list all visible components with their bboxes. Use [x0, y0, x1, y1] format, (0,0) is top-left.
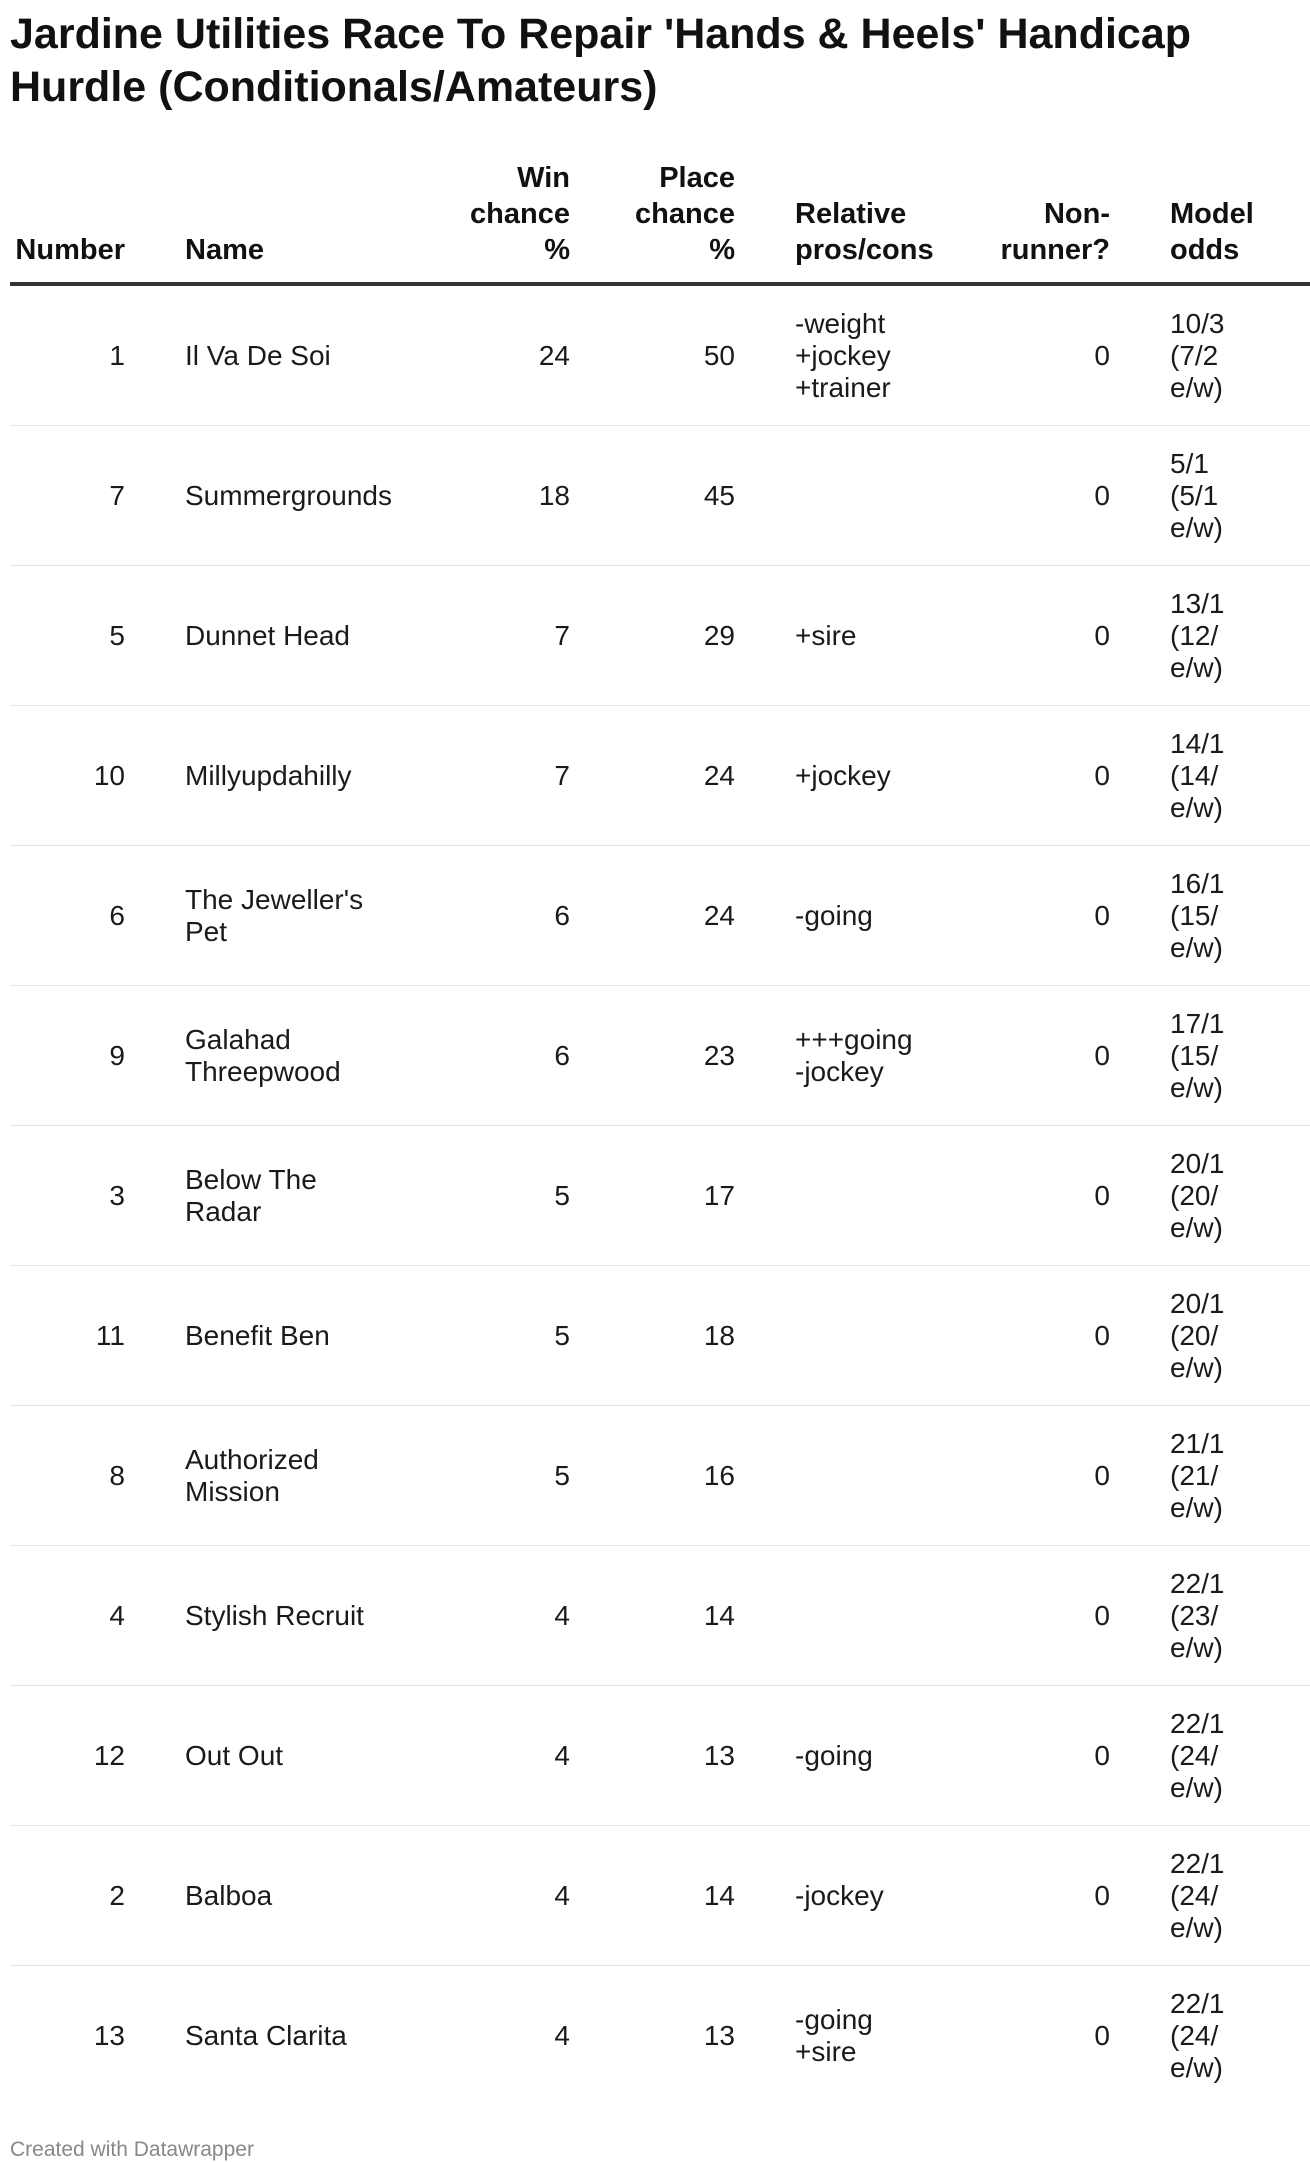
cell-model-odds: 5/1 (5/1 e/w)	[1110, 426, 1310, 566]
cell-number: 2	[10, 1826, 185, 1966]
cell-non-runner: 0	[940, 986, 1110, 1126]
cell-model-odds: 20/1 (20/ e/w)	[1110, 1266, 1310, 1406]
cell-place-chance: 23	[570, 986, 735, 1126]
cell-non-runner: 0	[940, 1126, 1110, 1266]
cell-number: 12	[10, 1686, 185, 1826]
cell-name: Millyupdahilly	[185, 706, 410, 846]
table-row	[10, 1406, 1310, 1546]
cell-non-runner: 0	[940, 1686, 1110, 1826]
cell-name: The Jeweller's Pet	[185, 846, 410, 986]
cell-model-odds: 17/1 (15/ e/w)	[1110, 986, 1310, 1126]
cell-name: Out Out	[185, 1686, 410, 1826]
cell-non-runner: 0	[1094, 2019, 1110, 2051]
cell-win-chance: 6	[410, 846, 570, 986]
cell-win-chance: 7	[410, 566, 570, 706]
cell-model-odds: 10/3 (7/2 e/w)	[1110, 284, 1310, 426]
cell-model-odds: 20/1 (20/ e/w)	[1110, 1126, 1310, 1266]
cell-pros-cons	[735, 426, 940, 566]
cell-pros-cons: +jockey	[735, 706, 940, 846]
column-header-pros-cons[interactable]: Relative pros/cons	[735, 160, 940, 284]
cell-pros-cons	[735, 1266, 940, 1406]
table-row	[10, 846, 1310, 986]
cell-win-chance: 18	[410, 426, 570, 566]
cell-place-chance: 50	[570, 284, 735, 426]
table-row	[10, 426, 1310, 566]
table-row	[10, 1266, 1310, 1406]
datawrapper-credit: Created with Datawrapper	[10, 2138, 254, 2161]
cell-non-runner: 0	[940, 284, 1110, 426]
cell-win-chance: 6	[410, 986, 570, 1126]
cell-name: Santa Clarita	[185, 2019, 347, 2051]
table-row	[10, 1966, 1310, 2106]
table-row	[10, 284, 1310, 426]
table-body	[10, 284, 1310, 2105]
cell-place-chance: 16	[570, 1406, 735, 1546]
page-title: Jardine Utilities Race To Repair 'Hands & Heels' Handicap Hurdle (Conditionals/Amateurs)	[10, 10, 1192, 111]
cell-name: Below The Radar	[185, 1126, 410, 1266]
cell-name: Stylish Recruit	[185, 1546, 410, 1686]
cell-number: 10	[10, 706, 185, 846]
cell-win-chance: 5	[410, 1266, 570, 1406]
cell-name: Authorized Mission	[185, 1406, 410, 1546]
cell-pros-cons: +++going -jockey	[735, 986, 940, 1126]
cell-name: Balboa	[185, 1826, 410, 1966]
cell-pros-cons: -weight +jockey +trainer	[735, 284, 940, 426]
cell-place-chance: 14	[570, 1826, 735, 1966]
cell-pros-cons: -jockey	[735, 1826, 940, 1966]
cell-place-chance: 24	[570, 846, 735, 986]
table-row	[10, 1686, 1310, 1826]
column-header-place-chance[interactable]: Place chance %	[570, 160, 735, 284]
cell-pros-cons	[735, 1126, 940, 1266]
cell-non-runner: 0	[940, 1826, 1110, 1966]
cell-win-chance: 4	[410, 1546, 570, 1686]
cell-model-odds: 16/1 (15/ e/w)	[1110, 846, 1310, 986]
cell-model-odds: 22/1 (24/ e/w)	[1170, 1987, 1225, 2083]
cell-model-odds: 21/1 (21/ e/w)	[1110, 1406, 1310, 1546]
cell-number: 5	[10, 566, 185, 706]
cell-pros-cons: -going +sire	[795, 2003, 873, 2067]
cell-win-chance: 5	[410, 1126, 570, 1266]
cell-name: Il Va De Soi	[185, 284, 410, 426]
cell-non-runner: 0	[940, 1266, 1110, 1406]
column-header-non-runner[interactable]: Non-runner?	[940, 160, 1110, 284]
cell-model-odds: 22/1 (23/ e/w)	[1110, 1546, 1310, 1686]
cell-pros-cons: -going	[735, 846, 940, 986]
cell-name: Benefit Ben	[185, 1266, 410, 1406]
cell-win-chance: 4	[554, 2019, 570, 2051]
column-header-name[interactable]: Name	[185, 160, 410, 284]
cell-model-odds: 13/1 (12/ e/w)	[1110, 566, 1310, 706]
table-row	[10, 1826, 1310, 1966]
table-row	[10, 566, 1310, 706]
table-row	[10, 1126, 1310, 1266]
column-header-win-chance[interactable]: Win chance %	[410, 160, 570, 284]
column-header-model-odds[interactable]: Model odds	[1110, 160, 1310, 284]
cell-number: 1	[10, 284, 185, 426]
cell-place-chance: 13	[570, 1686, 735, 1826]
table-row	[10, 1546, 1310, 1686]
table-row	[10, 706, 1310, 846]
cell-win-chance: 7	[410, 706, 570, 846]
cell-name: Summergrounds	[185, 426, 410, 566]
cell-non-runner: 0	[940, 426, 1110, 566]
cell-model-odds: 22/1 (24/ e/w)	[1110, 1826, 1310, 1966]
race-table	[10, 160, 1310, 2105]
cell-pros-cons: -going	[735, 1686, 940, 1826]
cell-place-chance: 13	[703, 2019, 735, 2051]
cell-place-chance: 14	[570, 1546, 735, 1686]
cell-pros-cons	[735, 1406, 940, 1546]
cell-non-runner: 0	[940, 1406, 1110, 1546]
cell-non-runner: 0	[940, 706, 1110, 846]
cell-place-chance: 45	[570, 426, 735, 566]
cell-number: 6	[10, 846, 185, 986]
race-table-container	[10, 160, 1254, 2105]
cell-place-chance: 17	[570, 1126, 735, 1266]
cell-pros-cons	[735, 1546, 940, 1686]
cell-model-odds: 14/1 (14/ e/w)	[1110, 706, 1310, 846]
cell-number: 13	[93, 2019, 125, 2051]
cell-place-chance: 29	[570, 566, 735, 706]
cell-number: 9	[10, 986, 185, 1126]
cell-non-runner: 0	[940, 566, 1110, 706]
cell-win-chance: 24	[410, 284, 570, 426]
cell-place-chance: 18	[570, 1266, 735, 1406]
cell-model-odds: 22/1 (24/ e/w)	[1110, 1686, 1310, 1826]
cell-name: Galahad Threepwood	[185, 986, 410, 1126]
cell-pros-cons: +sire	[735, 566, 940, 706]
cell-win-chance: 4	[410, 1686, 570, 1826]
cell-number: 4	[10, 1546, 185, 1686]
cell-number: 7	[10, 426, 185, 566]
cell-number: 11	[10, 1266, 185, 1406]
table-row	[10, 986, 1310, 1126]
cell-name: Dunnet Head	[185, 566, 410, 706]
cell-number: 3	[10, 1126, 185, 1266]
cell-non-runner: 0	[940, 1546, 1110, 1686]
cell-non-runner: 0	[940, 846, 1110, 986]
cell-number: 8	[10, 1406, 185, 1546]
cell-win-chance: 4	[410, 1826, 570, 1966]
cell-place-chance: 24	[570, 706, 735, 846]
column-header-number[interactable]: Number	[10, 160, 185, 284]
table-header-row	[10, 160, 1310, 284]
cell-win-chance: 5	[410, 1406, 570, 1546]
